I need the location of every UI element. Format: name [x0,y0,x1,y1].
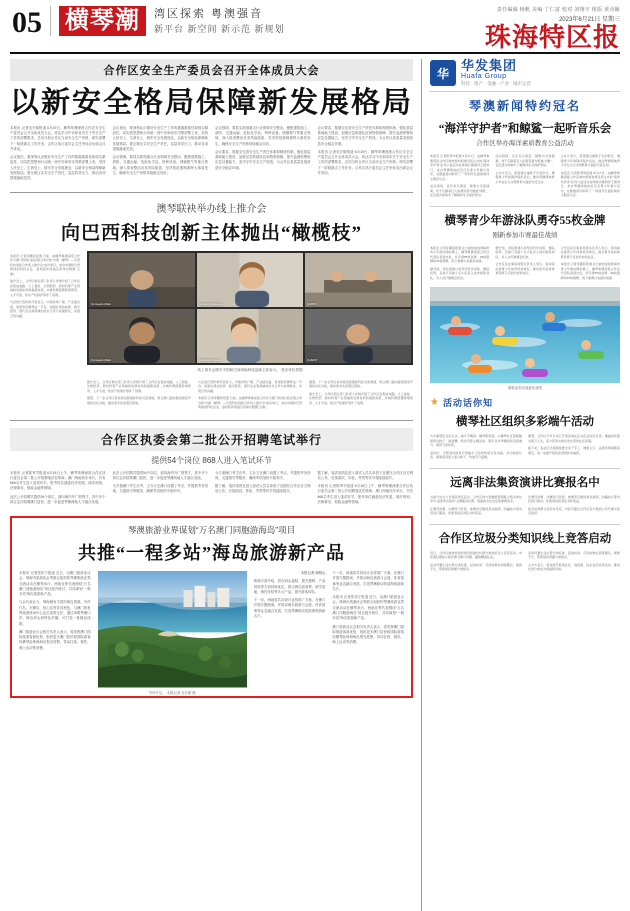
story2-col-left: 本报讯 记者李灏菲报道 日前，由横琴粤澳深度合作区与澳门特别行政区联合举办的“中国（横琴）—巴西科技创新合作线上推介会”成功举行，来自中国和巴西两地的科技企业、高校院所等逾百家单位相聚“云端”。 推介会上，合作区相关部门负责人详细介绍了合作区在集成电路、人工智能、生物医药、新材料等产业领域的发展布局和最新政策，并就科研经费跨境使用、人才引进、知识产权保护等作了说明。 与会的巴西机构代表表示，中国市场广阔、产业链完备，希望依托横琴这一平台，加强在清洁能源、数字经济、现代农业等领域的技术合作与成果转化，实现互利共赢。 [10,253,80,318]
story-d-headline: 远离非法集资演讲比赛报名中 [450,476,600,489]
star-icon: ★ [430,397,439,409]
main-column [10,59,422,911]
lead-col-2: 会议指出，要深刻认识做好安全生产工作的极端重要性和现实紧迫性，切实把思想和行动统一到中央和省市决策部署上来，坚持人民至上、生命至上，树牢安全发展理念，以新安全格局保障新发展格局。要压紧压实安全生产责任，层层传导压力，推动各项措施落地见效。 会议强调，要抓实抓细重点行业领域安全整治，聚焦建筑施工、消防、交通运输、危险化学品、特种设备、城镇燃气等重点领域，深入排查整治各类风险隐患，坚决防范遏制重特大事故发生，确保安全生产形势持续稳定向好。 [112,125,208,176]
section-subtitle-2: 新平台 新空间 新示范 新规划 [154,23,285,34]
story-e-body [430,548,620,575]
section-subtitle-block [154,6,285,36]
feature-col-4: 下一步，两地将共同设计宣传推广方案，在澳门开展专题路演，并推动海岛旅游与会展、体育赛事等业态融合发展，打造琴澳联动的滨海旅游新名片。 本报讯 记者张伟宁报道 近日，由澳门旅游业议会、珠海市旅游协会等联合组织的琴澳旅游业界交流活动在横琴举行，两地业界代表围绕“万名澳门同胞游海岛”项目展开研讨，共同谋划“一程多站”海岛旅游新产品。 澳门旅游业议会相关负责人表示，将发挥澳门国际旅游客源优势，组织更多澳门居民和国际游客经横琴赴珠海海岛观光度假，带动住宿、餐饮、海上运动等消费。 [332,571,405,645]
story-a-headline: “海洋守护者”和鲸鲨一起听音乐会 [438,123,612,136]
story2-col-a: 推介会上，合作区相关部门负责人详细介绍了合作区在集成电路、人工智能、生物医药、新材料等产业领域的发展布局和最新政策，并就科研经费跨境使用、人才引进、知识产权保护等作了说明。 据悉，下一步合作区将持续拓展国际科技交流渠道，联合澳门面向葡语国家开展常态化对接，推动更多优质项目落地。 [87,379,191,405]
video-tile [197,309,303,363]
video-name-1: Consuelo Melo [91,301,112,306]
story-e-headline: 合作区垃圾分类知识线上竞答启动 [438,532,612,545]
story-a-body [430,151,620,201]
story2-kicker: 澳琴联袂举办线上推介会 [156,203,267,215]
story-e-col-1: 近日，合作区城市规划和建设局推出垃圾分类知识线上竞答活动，市民通过微信小程序即可参与答题，赢取精美礼品。 活动设置生活垃圾分类标准、投放时间、可回收物识别等题目，寓教于乐，帮助居民掌握分类知识。 [430,550,522,572]
story-a-subhead: 合作区举办海洋素质教育公益活动 [476,140,574,148]
sponsor-text [461,59,531,87]
lead-body [10,126,413,185]
story3-col-1: 本报讯 记者陈秀岑报道 6月18日上午，横琴粤澳深度合作区执行委员会第二批公开招聘笔试在珠海、澳门两地同步举行，共有868名考生进入笔试环节，报考岗位涵盖经济发展、城市规划、法律事务、财政金融等领域。 此次公开招聘共提供54个岗位，面向海内外广纳贤才，其中多个岗位定向招聘澳门居民，进一步促进琴澳两地人才融合发展。 [10,470,106,504]
feature-photo-caption: 外伶仃岛。 本报记者 吴长赋 摄 [148,690,196,695]
divider-r2 [430,468,620,469]
story3-body [10,471,413,509]
masthead-right [485,6,620,51]
story-c-col-1: 为丰富居民文化生活，端午节期间，横琴新家园、小横琴社区等相继组织包粽子、做香囊、绘龙舟等主题活动，吸引众多琴澳居民家庭参与，现场气氛热烈。 活动中，志愿者向居民介绍端午习俗和传统文化内涵，并为独居长者、困难家庭送上爱心粽子，传递节日温情。 [430,434,522,460]
video-frame-5 [197,309,303,363]
story2-col-b: 与会的巴西机构代表表示，中国市场广阔、产业链完备，希望依托横琴这一平台，加强在清洁能源、数字经济、现代农业等领域的技术合作与成果转化，实现互利共赢。 本报讯 记者李灏菲报道 日前，由横琴粤澳深度合作区与澳门特别行政区联合举办的“中国（横琴）—巴西科技创新合作线上推介会”成功举行，来自中国和巴西两地的科技企业、高校院所等逾百家单位相聚“云端”。 [198,379,302,410]
video-frame-2 [197,253,303,307]
story-d-col-1: 为提升社会公众风险防范意识，合作区地方金融管理局联合相关单位举办“远离非法集资”主题演讲比赛，现面向全社会征集参赛选手。 比赛设初赛、决赛两个阶段，参赛者可围绕身边案例、防骗技巧等内容进行演讲，优胜者将获得证书和奖品。 [430,494,522,516]
story2-photo-caption: 线上推介会吸引中国和巴西两地科技创新主体参与。 受访单位供图 [197,367,303,372]
lead-col-4: 会议要求，要健全完善安全生产责任体系和制度机制，强化基层基础能力建设，加强应急救援队伍和物资保障，提升监测预警和应急处置能力，坚决守牢安全生产底线，为合作区高质量发展营造安全稳定环境。 本报讯 记者吴长赋报道 6月19日，横琴粤澳深度合作区安全生产委员会召开全体成员大会，传达学习中央和省市关于安全生产工作的部署要求，总结分析合作区当前安全生产形势，研究部署下一阶段重点工作任务。合作区执行委员会主任李伟农出席会议并讲话。 [317,125,413,176]
feature-kicker: 琴澳旅游业界谋划“万名澳门同胞游海岛”项目 [127,525,296,536]
story3-subhead: 提供54个岗位 868人进入笔试环节 [151,455,272,465]
video-grid [87,251,413,365]
page-number: 05 [12,6,42,39]
story-b-body [430,243,620,284]
lead-col-1: 本报讯 记者吴长赋报道 6月19日，横琴粤澳深度合作区安全生产委员会召开全体成员大会，传达学习中央和省市关于安全生产工作的部署要求，总结分析合作区当前安全生产形势，研究部署下一阶段重点工作任务。合作区执行委员会主任李伟农出席会议并讲话。 会议指出，要深刻认识做好安全生产工作的极端重要性和现实紧迫性，切实把思想和行动统一到中央和省市决策部署上来，坚持人民至上、生命至上，树牢安全发展理念，以新安全格局保障新发展格局。要压紧压实安全生产责任，层层传导压力，推动各项措施落地见效。 [10,125,106,181]
video-name-6: GUEST [307,357,318,362]
paper-name: 珠海特区报 [484,23,620,52]
publication-date: 2023年6月21日 星期三 [558,17,620,23]
story3-col-4: 据了解，笔试成绩及进入面试人员名单将于近期在合作区官方网站公布，后续面试、体检、考察等环节将陆续展开。 本报讯 记者陈秀岑报道 6月18日上午，横琴粤澳深度合作区执行委员会第二批公开招聘笔试在珠海、澳门两地同步举行，共有868名考生进入笔试环节，报考岗位涵盖经济发展、城市规划、法律事务、财政金融等领域。 [317,470,413,504]
feature-byline: 本报记者 廖明山 [300,571,326,576]
pool-photo [430,287,620,383]
story-c-headline: 横琴社区组织多彩端午活动 [456,416,594,429]
story2-lower-body [87,377,413,413]
sponsor-name-cn: 华发集团 [461,58,518,73]
story2-media [87,251,413,413]
story3-col-2: 此次公开招聘共提供54个岗位，面向海内外广纳贤才，其中多个岗位定向招聘澳门居民，进一步促进琴澳两地人才融合发展。 为方便澳门考生应考，主办方在澳门设置了考点，并提供考务咨询、交通指引等服务，确保考试组织平稳有序。 [112,470,208,494]
lead-col-3: 会议强调，要抓实抓细重点行业领域安全整治，聚焦建筑施工、消防、交通运输、危险化学品、特种设备、城镇燃气等重点领域，深入排查整治各类风险隐患，坚决防范遏制重特大事故发生，确保安全生产形势持续稳定向好。 会议要求，要健全完善安全生产责任体系和制度机制，强化基层基础能力建设，加强应急救援队伍和物资保障，提升监测预警和应急处置能力，坚决守牢安全生产底线，为合作区高质量发展营造安全稳定环境。 [215,125,311,170]
story-b-subhead: 刚新参加市赛最佳战绩 [492,231,558,239]
video-name-3: SUBST [307,301,318,306]
section-subtitle-1: 湾区探索 粤澳强音 [154,8,264,21]
story-b-col-3: 合作区民生事务局相关负责人表示，将持续完善青少年体育培训体系，推动更多优质体育资源下沉到学校和社区。 本报讯 记者李灏菲报道 在日前结束的珠海市青少年游泳锦标赛上，横琴粤澳深度合作区代表队表现出色，共夺得55枚金牌、38枚银牌和26枚铜牌，创下参赛以来最好成绩。 [560,245,620,280]
page-body [10,59,620,911]
section-badge: 活动话你知 [442,398,493,409]
video-name-2: Joaquin Figuereo [199,301,223,306]
right-column [422,59,620,911]
video-tile [89,253,195,307]
story-b-headline: 横琴青少年游泳队勇夺55枚金牌 [444,214,606,227]
section-logo: 横琴潮 [59,6,146,36]
video-frame-1 [89,253,195,307]
lead-story [10,59,413,185]
sponsor-title: 琴澳新闻特约冠名 [468,99,581,114]
story-videoconference [10,200,413,413]
story-d-col-2: 比赛设初赛、决赛两个阶段，参赛者可围绕身边案例、防骗技巧等内容进行演讲，优胜者将获得证书和奖品。 报名时间即日起至本月底，市民可通过合作区官方微信公众号提交报名信息。 [528,494,620,516]
divider-2 [10,420,413,421]
feature-col-1: 本报讯 记者张伟宁报道 近日，由澳门旅游业议会、珠海市旅游协会等联合组织的琴澳旅游业界交流活动在横琴举行，两地业界代表围绕“万名澳门同胞游海岛”项目展开研讨，共同谋划“一程多站”海岛旅游新产品。 与会代表认为，珠海拥有丰富的海岛资源，外伶仃岛、东澳岛、桂山岛等各具特色，与澳门的世界旅游休闲中心定位高度互补，通过串联琴澳口岸、海岛码头和特色村落，可打造一批精品线路。 澳门旅游业议会相关负责人表示，将发挥澳门国际旅游客源优势，组织更多澳门居民和国际游客经横琴赴珠海海岛观光度假，带动住宿、餐饮、海上运动等消费。 [19,571,91,650]
story2-layout [10,251,413,413]
story-a-col-1: 本报讯 记者陈秀岑报道 6月17日，由横琴粤澳深度合作区城市规划和建设局主办的“海洋守护者”系列公益活动在珠海长隆海洋王国举行，来自琴澳两地的近百名青少年参与其中，在鲸鲨馆内聆听了一场别开生面的海洋主题音乐会。 活动现场，音乐家以海浪、鲸歌为灵感演奏，孩子们隔着巨大的观景窗与鲸鲨“同框”，在沉浸式体验中了解海洋生态保护知识。 [430,154,490,198]
story3-kicker: 合作区执委会第二批公开招聘笔试举行 [10,428,413,451]
sponsor-tagline: 科技 · 地产 · 金融 · 产业 · 城市运营 [461,81,531,87]
sponsor-ad [430,59,620,92]
feature-col-3: 本报记者 廖明山 珠海方面介绍，将在码头接驳、通关便利、产品供给等方面持续优化，推出海岛游套票、研学营地、海钓体验等多元产品，提升游客体验。 下一步，两地将共同设计宣传推广方案，在澳门开展专题路演，并推动海岛旅游与会展、体育赛事等业态融合发展，打造琴澳联动的滨海旅游新名片。 [253,571,326,618]
story-e-col-2: 活动设置生活垃圾分类标准、投放时间、可回收物识别等题目，寓教于乐，帮助居民掌握分类知识。 主办方表示，将持续开展进社区、进校园、进企业的宣传活动，推动垃圾分类成为低碳新风尚。 [528,550,620,572]
video-frame-4 [89,309,195,363]
story-c-col-2: 据悉，合作区今年以来已开展各类社区文化活动近百场，覆盖居民超过两万人次，着力营造共建共治共享的社区氛围。 接下来，各社区还将陆续推出亲子手工、健康义诊、法律咨询等服务项目，进一步提升居民获得感和幸福感。 [528,434,620,455]
video-tile [305,253,411,307]
story-b-col-2: 据介绍，该队组建以来坚持科学训练、梯队培养，目前已有数十名小队员入选市级集训队，多人次打破赛会纪录。 合作区民生事务局相关负责人表示，将持续完善青少年体育培训体系，推动更多优质体育资源下沉到学校和社区。 [495,245,555,276]
sponsor-name-en: Huafa Group [461,73,507,81]
story2-col-c: 据悉，下一步合作区将持续拓展国际科技交流渠道，联合澳门面向葡语国家开展常态化对接，推动更多优质项目落地。 推介会上，合作区相关部门负责人详细介绍了合作区在集成电路、人工智能、生物医药、新材料等产业领域的发展布局和最新政策，并就科研经费跨境使用、人才引进、知识产权保护等作了说明。 [309,379,413,405]
lead-kicker: 合作区安全生产委员会召开全体成员大会 [10,59,413,81]
story-d-body [430,492,620,519]
video-frame-3 [305,253,411,307]
video-tile [197,253,303,307]
story3-col-3: 为方便澳门考生应考，主办方在澳门设置了考点，并提供考务咨询、交通指引等服务，确保考试组织平稳有序。 据了解，笔试成绩及进入面试人员名单将于近期在合作区官方网站公布，后续面试、体检、考察等环节将陆续展开。 [215,470,311,494]
divider-1 [10,192,413,193]
video-tile [305,309,411,363]
story-a-col-3: 主办方表示，希望通过寓教于乐的形式，增强青少年的海洋保护意识，推动琴澳两地青少年在生态文明教育方面的交流互动。 本报讯 记者陈秀岑报道 6月17日，由横琴粤澳深度合作区城市规划和建设局主办的“海洋守护者”系列公益活动在珠海长隆海洋王国举行，来自琴澳两地的近百名青少年参与其中，在鲸鲨馆内聆听了一场别开生面的海洋主题音乐会。 [560,154,620,198]
video-name-5: Maria Rodriguez [199,357,222,362]
masthead [10,6,620,54]
huafa-logo-icon: 华 [430,60,456,86]
story-recruitment [10,428,413,509]
video-tile [89,309,195,363]
story-c-body [430,431,620,463]
story-b-col-1: 本报讯 记者李灏菲报道 在日前结束的珠海市青少年游泳锦标赛上，横琴粤澳深度合作区代表队表现出色，共夺得55枚金牌、38枚银牌和26枚铜牌，创下参赛以来最好成绩。 据介绍，该队组建以来坚持科学训练、梯队培养，目前已有数十名小队员入选市级集训队，多人次打破赛会纪录。 [430,245,490,280]
feature-body [19,571,405,695]
divider-r3 [430,524,620,525]
story-a-col-2: 活动现场，音乐家以海浪、鲸歌为灵感演奏，孩子们隔着巨大的观景窗与鲸鲨“同框”，在沉浸式体验中了解海洋生态保护知识。 主办方表示，希望通过寓教于乐的形式，增强青少年的海洋保护意识，推动琴澳两地青少年在生态文明教育方面的交流互动。 [495,154,555,184]
video-frame-6 [305,309,411,363]
swimming-photo [430,287,620,383]
video-name-4: Consuelo Melo [91,357,112,362]
section-logo-block [50,6,285,36]
swimming-photo-caption: 刚新参加市赛最佳战绩 [508,386,542,391]
section-badge-row [430,396,620,409]
island-photo [98,571,247,687]
feature-headline: 共推“一程多站”海岛旅游新产品 [78,543,345,564]
edition-credits: 责任编辑 杨帆 美编 丁仁富 校对 刘翔宇 组版 黄诗颖 [496,7,620,13]
story2-headline: 向巴西科技创新主体抛出“橄榄枝” [60,222,362,244]
feature-photo-wrap [98,571,247,695]
feature-box [10,516,413,697]
lead-headline: 以新安全格局保障新发展格局 [10,87,414,119]
divider-r1 [430,206,620,207]
